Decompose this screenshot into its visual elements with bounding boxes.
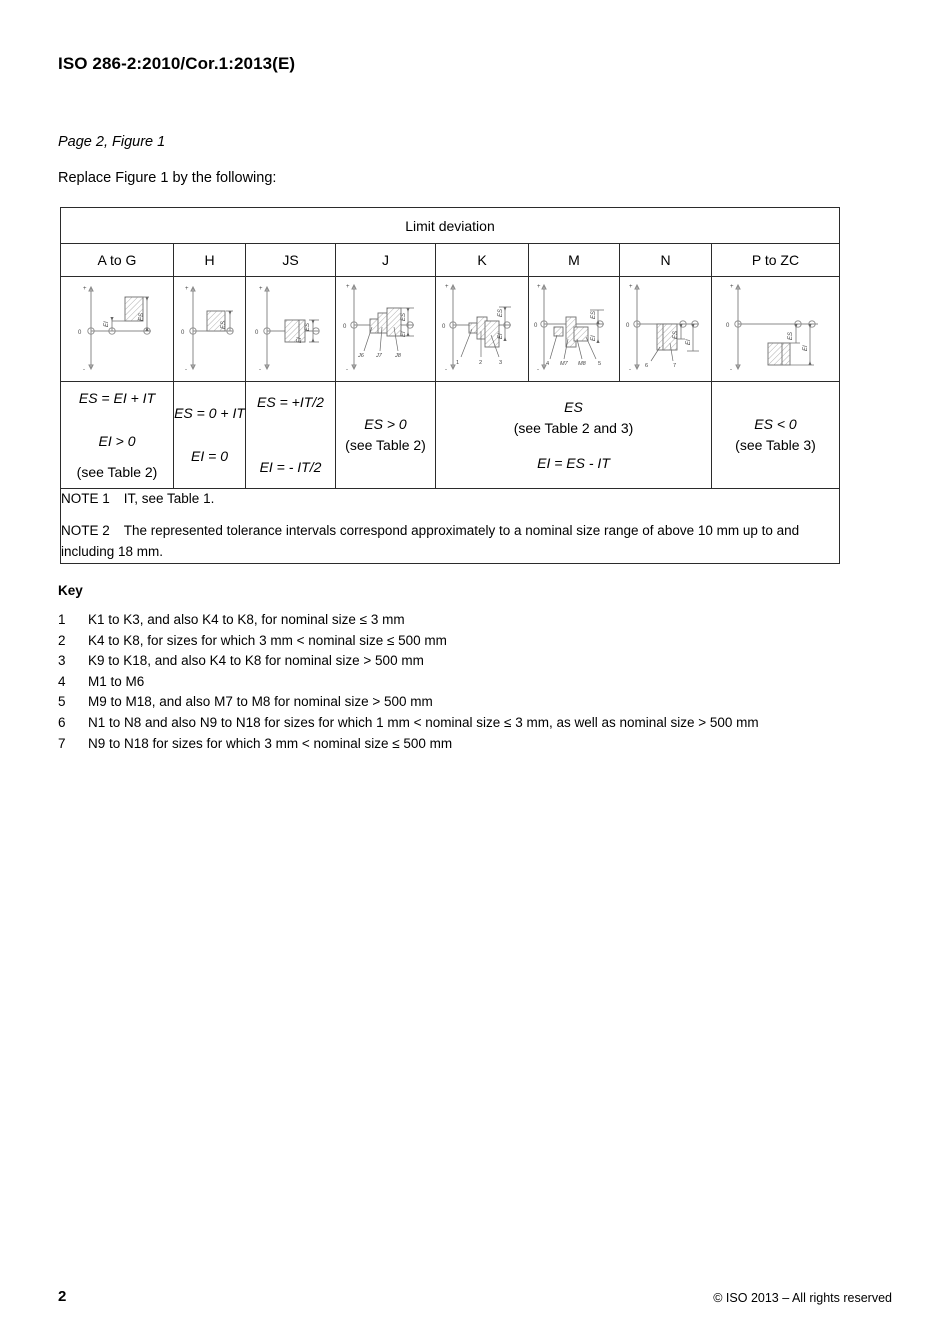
diagram-cell-m <box>529 277 620 382</box>
tolerance-diagram-h <box>177 277 243 381</box>
diagram-row <box>61 277 840 382</box>
callout-j6: J6 <box>357 353 364 359</box>
svg-text:+: + <box>184 286 189 292</box>
replace-instruction: Replace Figure 1 by the following: <box>58 170 277 186</box>
column-header-m: M <box>529 244 620 277</box>
key-item <box>58 651 888 672</box>
svg-text:+: + <box>445 284 449 290</box>
limit-deviation-table <box>60 207 840 564</box>
dim-label-ei: EI <box>685 339 692 345</box>
formula-cell-h <box>174 382 246 489</box>
diagram-cell-k <box>436 277 529 382</box>
formula-cell-j <box>336 382 436 489</box>
dim-label-ei: EI <box>104 321 110 327</box>
key-item-number: 3 <box>58 653 66 669</box>
formula-a-to-g-ei: EI > 0 <box>98 432 136 449</box>
diagram-cell-j <box>336 277 436 382</box>
svg-text:-: - <box>83 367 85 373</box>
column-header-h: H <box>174 244 246 277</box>
svg-text:0: 0 <box>180 330 184 336</box>
key-item-text: K9 to K18, and also K4 to K8 for nominal size > 500 mm <box>88 653 424 669</box>
formula-cell-js <box>246 382 336 489</box>
key-item <box>58 631 888 652</box>
column-header-a-to-g: A to G <box>61 244 174 277</box>
svg-text:-: - <box>729 367 732 373</box>
callout-m-m7: M7 <box>560 361 568 367</box>
svg-text:+: + <box>83 286 87 292</box>
tolerance-diagram-m <box>532 277 616 381</box>
table-title: Limit deviation <box>61 208 840 244</box>
diagram-cell-h <box>174 277 246 382</box>
dim-label-ei: EI <box>591 335 597 341</box>
svg-text:-: - <box>537 367 539 373</box>
column-header-js: JS <box>246 244 336 277</box>
dim-label-es: ES <box>787 331 794 340</box>
key-item-text: K4 to K8, for sizes for which 3 mm < nominal size ≤ 500 mm <box>88 632 447 648</box>
note-1-label: NOTE 1 <box>61 491 110 506</box>
note-1 <box>61 489 839 510</box>
note-1-text: IT, see Table 1. <box>123 491 215 506</box>
tolerance-diagram-js <box>251 277 331 381</box>
formula-cell-kmn <box>436 382 712 489</box>
key-list <box>58 610 888 754</box>
dim-label-es: ES <box>400 312 407 321</box>
key-item <box>58 610 888 631</box>
column-header-p-to-zc: P to ZC <box>712 244 840 277</box>
formula-h-ei: EI = 0 <box>191 448 228 464</box>
svg-text:+: + <box>729 284 734 290</box>
tolerance-diagram-k <box>439 277 525 381</box>
key-item <box>58 734 888 755</box>
note-2-label: NOTE 2 <box>61 522 110 538</box>
callout-m-m8: M8 <box>578 361 586 367</box>
formula-shared-ei: EI = ES - IT <box>537 454 610 471</box>
dim-label-ei: EI <box>498 333 504 339</box>
formula-cell-p-to-zc <box>712 382 840 489</box>
diagram-cell-p-to-zc <box>712 277 840 382</box>
formula-p-to-zc-es: ES < 0 <box>754 416 797 432</box>
formula-h-es: ES = 0 + IT <box>174 405 245 421</box>
key-item-text: M9 to M18, and also M7 to M8 for nominal size > 500 mm <box>88 694 433 710</box>
page-number: 2 <box>58 1288 67 1305</box>
dim-label-es: ES <box>498 308 504 317</box>
svg-text:+: + <box>258 286 263 292</box>
callout-k-2: 2 <box>479 360 483 366</box>
column-header-j: J <box>336 244 436 277</box>
key-item-number: 6 <box>58 714 66 730</box>
svg-text:0: 0 <box>254 330 258 336</box>
diagram-cell-js <box>246 277 336 382</box>
formula-kmn-es: ES <box>564 398 583 415</box>
callout-n-7: 7 <box>672 363 676 369</box>
tolerance-diagram-j <box>340 277 432 381</box>
note-2-text: The represented tolerance intervals correspond approximately to a nominal size range of above 10 mm up to and including 18 mm. <box>61 522 800 559</box>
svg-text:+: + <box>345 284 350 290</box>
key-item-text: N1 to N8 and also N9 to N18 for sizes for which 1 mm < nominal size ≤ 3 mm, as well as nominal size > 500 mm <box>88 714 759 730</box>
svg-text:-: - <box>258 367 261 373</box>
svg-text:+: + <box>628 284 633 290</box>
svg-text:0: 0 <box>442 324 446 330</box>
dim-label-es: ES <box>304 322 311 331</box>
formula-j-ref: (see Table 2) <box>345 437 426 453</box>
table-title-row <box>61 208 840 244</box>
tolerance-diagram-a-to-g <box>67 277 167 381</box>
svg-text:0: 0 <box>342 324 346 330</box>
formula-kmn-ref: (see Table 2 and 3) <box>513 419 634 436</box>
callout-m-5: 5 <box>598 361 602 367</box>
note-2 <box>61 521 839 563</box>
document-header: ISO 286-2:2010/Cor.1:2013(E) <box>58 54 296 73</box>
dim-label-ei: EI <box>802 345 809 351</box>
svg-text:-: - <box>184 367 187 373</box>
key-item-text: M1 to M6 <box>88 673 145 689</box>
dim-label-es: ES <box>139 312 145 321</box>
table-header-row <box>61 244 840 277</box>
svg-text:0: 0 <box>725 323 729 329</box>
dim-label-es: ES <box>591 310 597 319</box>
dim-label-es: ES <box>672 330 679 339</box>
callout-k-3: 3 <box>499 360 503 366</box>
diagram-cell-n <box>620 277 712 382</box>
key-item-number: 7 <box>58 735 66 751</box>
callout-j7: J7 <box>375 353 382 359</box>
callout-k-1: 1 <box>456 360 460 366</box>
tolerance-diagram-n <box>623 277 709 381</box>
column-header-n: N <box>620 244 712 277</box>
key-item <box>58 692 888 713</box>
svg-text:0: 0 <box>534 323 538 329</box>
key-item-text: N9 to N18 for sizes for which 3 mm < nominal size ≤ 500 mm <box>88 735 453 751</box>
dim-label-ei: EI <box>400 331 407 337</box>
formula-cell-a-to-g <box>61 382 174 489</box>
notes-cell <box>61 489 840 564</box>
key-item-number: 4 <box>58 673 66 689</box>
svg-text:-: - <box>445 367 447 373</box>
formula-a-to-g-es: ES = EI + IT <box>78 389 156 406</box>
diagram-cell-a-to-g <box>61 277 174 382</box>
key-item <box>58 713 888 734</box>
key-title: Key <box>58 583 83 598</box>
svg-text:+: + <box>537 284 541 290</box>
dim-label-ei: EI <box>296 337 303 343</box>
formula-row <box>61 382 840 489</box>
tolerance-diagram-p-to-zc <box>720 277 832 381</box>
svg-text:0: 0 <box>625 323 629 329</box>
formula-a-to-g-ref: (see Table 2) <box>76 463 158 480</box>
key-item <box>58 672 888 693</box>
formula-js-es: ES = +IT/2 <box>257 394 324 410</box>
key-item-number: 5 <box>58 694 66 710</box>
key-item-text: K1 to K3, and also K4 to K8, for nominal size ≤ 3 mm <box>88 612 405 627</box>
key-item-number: 2 <box>58 632 66 648</box>
notes-row <box>61 489 840 564</box>
callout-m-4: 4 <box>546 361 550 367</box>
column-header-k: K <box>436 244 529 277</box>
copyright-notice: © ISO 2013 – All rights reserved <box>713 1291 892 1305</box>
formula-p-to-zc-ref: (see Table 3) <box>735 437 816 453</box>
callout-n-6: 6 <box>644 363 648 369</box>
formula-j-es: ES > 0 <box>364 416 407 432</box>
dim-label-es: ES <box>220 320 227 329</box>
svg-text:-: - <box>628 367 631 373</box>
callout-j8: J8 <box>394 353 401 359</box>
key-item-number: 1 <box>58 612 66 627</box>
page-reference: Page 2, Figure 1 <box>58 134 166 150</box>
formula-js-ei: EI = - IT/2 <box>259 459 322 475</box>
svg-text:0: 0 <box>78 330 82 336</box>
svg-text:-: - <box>345 367 348 373</box>
